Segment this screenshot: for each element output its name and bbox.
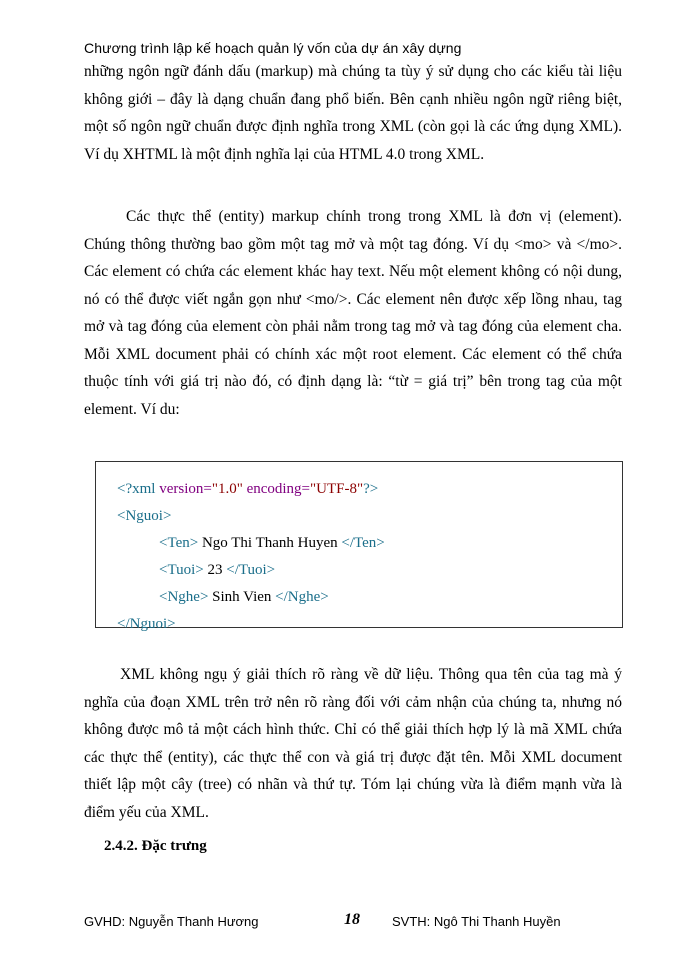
section-heading: 2.4.2. Đặc trưng <box>104 838 207 854</box>
xml-ten-value: Ngo Thi Thanh Huyen <box>198 535 342 551</box>
xml-ten-close-tag: </Ten> <box>341 535 385 551</box>
page-number: 18 <box>344 911 360 928</box>
xml-nghe-close-tag: </Nghe> <box>275 589 329 605</box>
xml-val-encoding: "UTF-8" <box>310 481 364 497</box>
paragraph-1: những ngôn ngữ đánh dấu (markup) mà chúng ta tùy ý sử dụng cho các kiểu tài liệu không giới – đây là dạng chuẩn đang phổ biến. Bên cạnh nhiều ngôn ngữ riêng biệt, một số ngôn ngữ chuẩn được định nghĩa trong XML (còn gọi là các ứng dụng XML). Ví dụ XHTML là một định nghĩa lại của HTML 4.0 trong XML. <box>84 63 622 163</box>
xml-root-close-line <box>102 599 176 650</box>
xml-root-open-tag: <Nguoi> <box>117 508 172 524</box>
xml-nghe-value: Sinh Vien <box>208 589 276 605</box>
xml-decl-open: <?xml <box>117 481 160 497</box>
paragraph-3: XML không ngụ ý giải thích rõ ràng về dữ liệu. Thông qua tên của tag mà ý nghĩa của đoạn XML trên trở nên rõ ràng đối với cảm nhận của chúng ta, nhưng nó không được mô tả một cách hình thức. Chỉ có thể giải thích hợp lý là mã XML chứa các thực thể (entity), các thực thể con và giá trị được đặt tên. Mỗi XML document thiết lập một cây (tree) có nhãn và thứ tự. Tóm lại chúng vừa là điểm mạnh vừa là điểm yếu của XML. <box>84 666 622 821</box>
xml-tuoi-close-tag: </Tuoi> <box>226 562 276 578</box>
xml-val-version: "1.0" <box>211 481 243 497</box>
xml-attr-encoding: encoding= <box>242 481 311 497</box>
xml-tuoi-open-tag: <Tuoi> <box>159 562 204 578</box>
footer-advisor: GVHD: Nguyễn Thanh Hương <box>84 914 259 929</box>
page-header: Chương trình lập kế hoạch quản lý vốn của dự án xây dựng <box>84 40 462 56</box>
footer-student: SVTH: Ngô Thi Thanh Huyền <box>392 914 561 929</box>
xml-tuoi-value: 23 <box>203 562 227 578</box>
xml-nghe-open-tag: <Nghe> <box>159 589 209 605</box>
xml-code-example <box>95 461 623 632</box>
xml-attr-version: version= <box>159 481 212 497</box>
xml-ten-open-tag: <Ten> <box>159 535 199 551</box>
paragraph-2: Các thực thể (entity) markup chính trong trong XML là đơn vị (element). Chúng thông thường bao gồm một tag mở và một tag đóng. Ví dụ <mo> và </mo>. Các element có chứa các element khác hay text. Nếu một element không có nội dung, nó có thể được viết ngắn gọn như <mo/>. Các element nên được xếp lồng nhau, tag mở và tag đóng của element còn phải nằm trong tag mở và tag đóng của element cha. Mỗi XML document phải có chính xác một root element. Các element có thể chứa thuộc tính với giá trị nào đó, có định dạng là: “từ = giá trị” bên trong tag của một element. Ví du: <box>84 208 622 418</box>
xml-decl-close: ?> <box>363 481 379 497</box>
xml-root-close-tag: </Nguoi> <box>117 616 176 632</box>
